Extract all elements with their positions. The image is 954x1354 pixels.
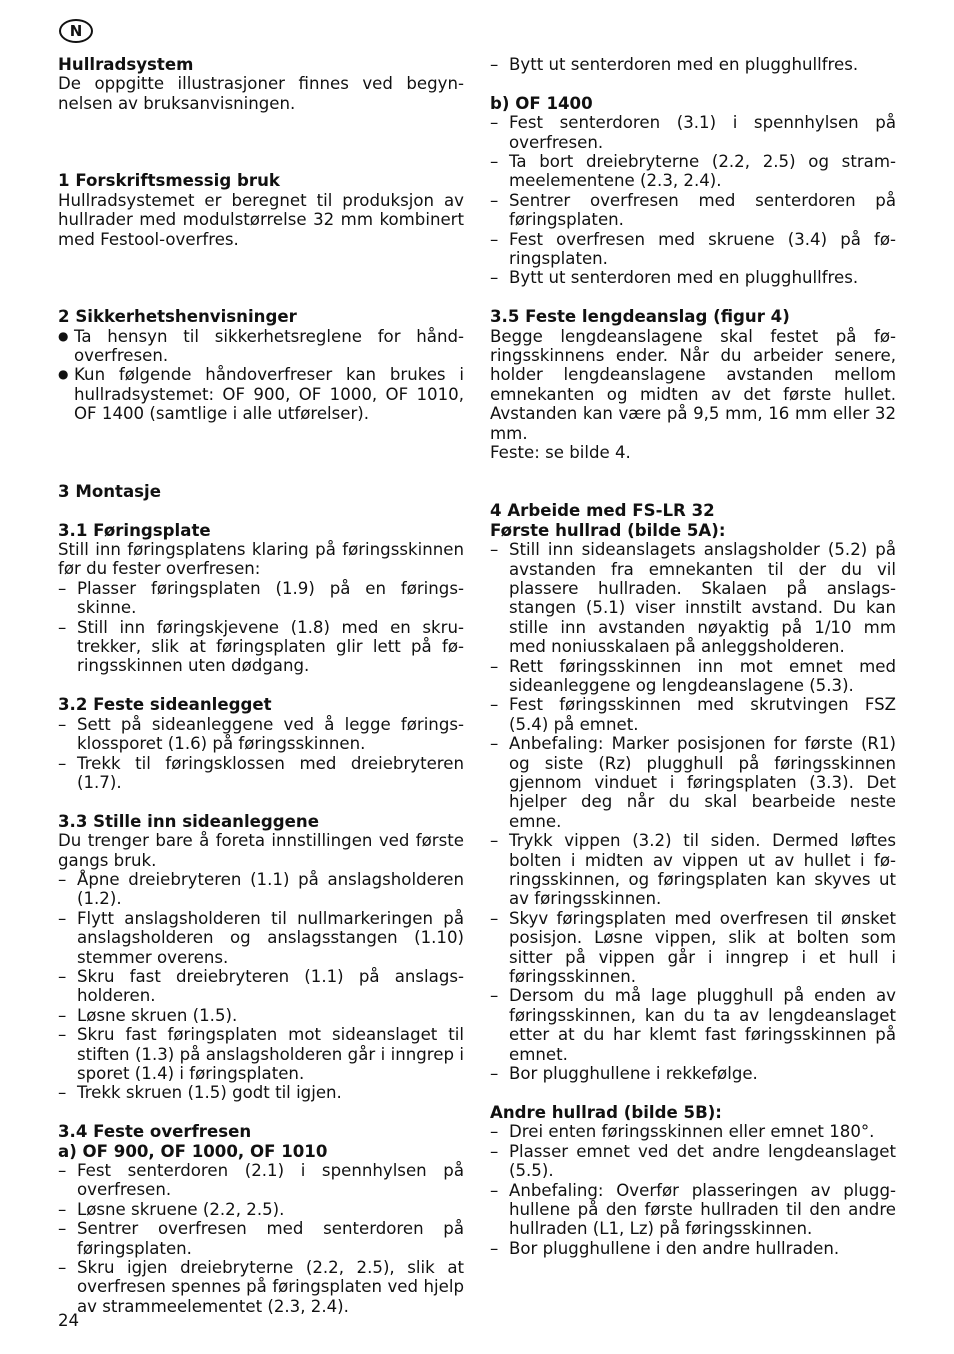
subheading-of-900: a) OF 900, OF 1000, OF 1010 bbox=[58, 1141, 328, 1161]
intro-text: De oppgitte illustrasjoner finnes ved begynnelsen av bruksanvisningen. bbox=[58, 74, 464, 113]
list-item: – Plasser emnet ved det andre lengdeanslaget (5.5). bbox=[490, 1142, 896, 1181]
list-item: – Still inn føringskjevene (1.8) med en skrutrekker, slik at føringsplaten glir lett på føringsskinnen uten dødgang. bbox=[58, 618, 464, 676]
heading-section-1: 1 Forskriftsmessig bruk bbox=[58, 171, 280, 191]
list-item: – Flytt anslagsholderen til nullmarkeringen på anslagsholderen og anslagsstangen (1.10) stemmer overens. bbox=[58, 909, 464, 967]
heading-section-3-4: 3.4 Feste overfresen bbox=[58, 1122, 252, 1142]
section-3-2-list bbox=[58, 715, 464, 793]
list-item: – Skru fast føringsplaten mot sideanslaget til stiften (1.3) på anslagsholderen går i inngrep i sporet (1.4) i føringsplaten. bbox=[58, 1025, 464, 1083]
section-4-list bbox=[490, 540, 896, 1083]
list-item: – Sett på sideanleggene ved å legge føringsklossporet (1.6) på føringsskinnen. bbox=[58, 715, 464, 754]
list-item: – Sentrer overfresen med senterdoren på føringsplaten. bbox=[58, 1219, 464, 1258]
second-row-list bbox=[490, 1122, 896, 1258]
list-item: – Skru fast dreiebryteren (1.1) på anslagsholderen. bbox=[58, 967, 464, 1006]
list-item: – Åpne dreiebryteren (1.1) på anslagsholderen (1.2). bbox=[58, 870, 464, 909]
right-column bbox=[490, 55, 896, 1258]
safety-list bbox=[58, 327, 464, 424]
subheading-first-row: Første hullrad (bilde 5A): bbox=[490, 520, 726, 540]
section-1-text: Hullradsystemet er beregnet til produksjon av hullrader med modulstørrelse 32 mm kombinert med Festool-overfres. bbox=[58, 190, 464, 249]
list-item: – Bytt ut senterdoren med en plugghullfres. bbox=[490, 268, 896, 287]
heading-hullradsystem: Hullradsystem bbox=[58, 55, 194, 74]
subheading-second-row: Andre hullrad (bilde 5B): bbox=[490, 1102, 722, 1122]
section-3-1-text: Still inn føringsplatens klaring på føringsskinnen før du fester overfresen: bbox=[58, 540, 464, 579]
heading-section-3: 3 Montasje bbox=[58, 481, 161, 501]
of-1400-list bbox=[490, 113, 896, 288]
list-item: – Ta bort dreiebryterne (2.2, 2.5) og strammeelementene (2.3, 2.4). bbox=[490, 152, 896, 191]
heading-section-3-2: 3.2 Feste sideanlegget bbox=[58, 695, 272, 715]
list-item: – Trykk vippen (3.2) til siden. Dermed løftes bolten i midten av vippen ut av hullet i føringsskinnen, og føringsplaten kan skyves ut av føringsskinnen. bbox=[490, 831, 896, 909]
list-item: – Drei enten føringsskinnen eller emnet 180°. bbox=[490, 1122, 896, 1141]
list-item: – Skyv føringsplaten med overfresen til ønsket posisjon. Løsne vippen, slik at bolten som sitter på vippen går i inngrep i et hull i føringsskinnen. bbox=[490, 909, 896, 987]
list-item: – Fest føringsskinnen med skrutvingen FSZ (5.4) på emnet. bbox=[490, 695, 896, 734]
list-item: – Fest senterdoren (2.1) i spennhylsen på overfresen. bbox=[58, 1161, 464, 1200]
left-column bbox=[58, 55, 464, 1316]
section-3-5-text: Begge lengdeanslagene skal festet på føringsskinnens ender. Når du arbeider senere, holder lengdeanslagene avstanden mellom emnekanten og midten av det første hullet. Avstanden kan være på 9,5 mm, 16 mm eller 32 mm. bbox=[490, 326, 896, 443]
list-item: – Rett føringsskinnen inn mot emnet med sideanleggene og lengdeanslagene (5.3). bbox=[490, 657, 896, 696]
list-item: – Anbefaling: Marker posisjonen for første (R1) og siste (Rz) plugghull på føringsskinnen gjennom vinduet i føringsplaten (3.3). Det hjelper deg når du skal bearbeide neste emne. bbox=[490, 734, 896, 831]
list-item: – Trekk skruen (1.5) godt til igjen. bbox=[58, 1083, 464, 1102]
section-3-4a-list bbox=[58, 1161, 464, 1316]
list-item: – Løsne skruen (1.5). bbox=[58, 1006, 464, 1025]
list-item: – Bor plugghullene i den andre hullraden. bbox=[490, 1239, 896, 1258]
heading-section-3-5: 3.5 Feste lengdeanslag (figur 4) bbox=[490, 307, 790, 327]
list-item: – Anbefaling: Overfør plasseringen av plugghullene på den første hullraden til den andre hullraden (L1, Lz) på føringsskinnen. bbox=[490, 1181, 896, 1239]
continued-list bbox=[490, 55, 896, 74]
list-item: – Bytt ut senterdoren med en plugghullfres. bbox=[490, 55, 896, 74]
list-item: – Sentrer overfresen med senterdoren på føringsplaten. bbox=[490, 191, 896, 230]
section-3-3-text: Du trenger bare å foreta innstillingen ved første gangs bruk. bbox=[58, 831, 464, 870]
list-item: – Dersom du må lage plugghull på enden av føringsskinnen, kan du ta av lengdeanslaget etter at du har klemt fast føringsskinnen på emnet. bbox=[490, 986, 896, 1064]
list-item: ● Kun følgende håndoverfreser kan brukes i hullradsystemet: OF 900, OF 1000, OF 1010, OF 1400 (samtlige i alle utførelser). bbox=[58, 365, 464, 423]
heading-section-2: 2 Sikkerhetshenvisninger bbox=[58, 307, 297, 327]
page-number: 24 bbox=[58, 1311, 80, 1330]
list-item: – Still inn sideanslagets anslagsholder (5.2) på avstanden fra emnekanten til der du vil plassere hullraden. Skalaen på anslagsstangen (5.1) viser innstilt avstand. Du kan stille inn avstanden nøyaktig på 1/10 mm med noniusskalaen på anleggsholderen. bbox=[490, 540, 896, 656]
heading-section-3-3: 3.3 Stille inn sideanleggene bbox=[58, 811, 319, 831]
list-item: – Trekk til føringsklossen med dreiebryteren (1.7). bbox=[58, 754, 464, 793]
heading-section-4: 4 Arbeide med FS-LR 32 bbox=[490, 501, 715, 521]
heading-section-3-1: 3.1 Føringsplate bbox=[58, 520, 211, 540]
subheading-of-1400: b) OF 1400 bbox=[490, 93, 593, 113]
list-item: – Fest senterdoren (3.1) i spennhylsen på overfresen. bbox=[490, 113, 896, 152]
language-badge: N bbox=[59, 19, 93, 43]
section-3-1-list bbox=[58, 579, 464, 676]
list-item: – Bor plugghullene i rekkefølge. bbox=[490, 1064, 896, 1083]
list-item: – Fest overfresen med skruene (3.4) på føringsplaten. bbox=[490, 230, 896, 269]
list-item: – Plasser føringsplaten (1.9) på en føringsskinne. bbox=[58, 579, 464, 618]
list-item: ● Ta hensyn til sikkerhetsreglene for håndoverfresen. bbox=[58, 327, 464, 366]
list-item: – Skru igjen dreiebryterne (2.2, 2.5), slik at overfresen spennes på føringsplaten ved hjelp av strammeelementet (2.3, 2.4). bbox=[58, 1258, 464, 1316]
list-item: – Løsne skruene (2.2, 2.5). bbox=[58, 1200, 464, 1219]
section-3-5-text-2: Feste: se bilde 4. bbox=[490, 443, 631, 463]
section-3-3-list bbox=[58, 870, 464, 1103]
